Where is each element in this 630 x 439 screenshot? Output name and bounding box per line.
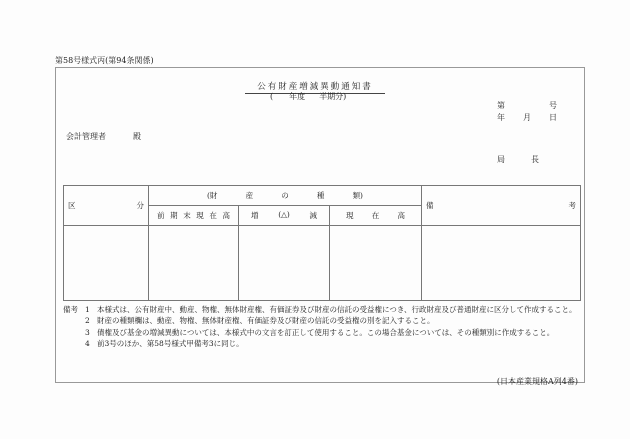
form-id: 第58号様式丙(第94条関係) — [55, 56, 154, 65]
addressee — [66, 131, 141, 142]
notes: 備考 1 本様式は、公有財産中、動産、物権、無体財産権、有価証券及び財産の信託の受益権につき、行政財産及び普通財産に区分して作成すること。 2 財産の種類欄は、動産、物権、無体財産権、有価証券及び財産の信託の受益権の別を記入すること。 3 債権及び基金の増減異動については、本様式中の文言を訂正して使用すること。この場合基金については、その種類別に作成すること。 4 前3号のほか、第58号様式甲備考3に同じ。 — [63, 305, 577, 348]
notes-label: 備考 — [63, 305, 78, 314]
number-dai: 第 — [497, 101, 505, 110]
subtitle-half: 半期分) — [319, 92, 347, 101]
header-current-balance: 現 在 高 — [346, 211, 405, 220]
sender-kyoku: 局 — [497, 155, 505, 164]
note-item: 財産の種類欄は、動産、物権、無体財産権、有価証券及び財産の信託の受益権の別を記入すること。 — [97, 316, 435, 326]
property-change-table — [63, 185, 581, 301]
sender — [497, 154, 539, 165]
sender-cho: 長 — [531, 155, 539, 164]
paper-size-note: (日本産業規格A列4番) — [496, 377, 578, 386]
note-item: 債権及び基金の増減異動については、本様式中の文言を訂正して使用すること。この場合基金については、その種類別に作成すること。 — [97, 327, 555, 337]
table-row — [64, 226, 581, 301]
header-increase-decrease: 増 (△) 減 — [251, 210, 317, 220]
header-kubun: 区 分 — [68, 201, 144, 210]
cell-increase-decrease[interactable] — [239, 226, 330, 301]
cell-biko[interactable] — [422, 226, 581, 301]
header-property-type: (財 産 の 種 類) — [207, 191, 363, 200]
document-number — [497, 100, 557, 111]
subtitle-open: ( — [270, 92, 274, 101]
header-biko: 備 考 — [426, 201, 576, 210]
header-previous-balance: 前 期 末 現 在 高 — [157, 211, 230, 220]
subtitle-year: 年度 — [289, 92, 306, 101]
addressee-label: 会計管理者 — [66, 132, 106, 141]
document-date — [497, 112, 557, 123]
document-title: 公有財産増減異動通知書 — [245, 80, 385, 94]
note-item: 前3号のほか、第58号様式甲備考3に同じ。 — [97, 338, 244, 348]
subtitle — [270, 91, 346, 102]
cell-current-balance[interactable] — [330, 226, 422, 301]
cell-previous-balance[interactable] — [149, 226, 239, 301]
number-go: 号 — [549, 101, 557, 110]
date-month: 月 — [523, 113, 531, 122]
addressee-honorific: 殿 — [133, 132, 141, 141]
date-day: 日 — [549, 113, 557, 122]
date-year: 年 — [497, 113, 505, 122]
cell-kubun[interactable] — [64, 226, 149, 301]
note-item: 本様式は、公有財産中、動産、物権、無体財産権、有価証券及び財産の信託の受益権につき、行政財産及び普通財産に区分して作成すること。 — [97, 305, 577, 314]
